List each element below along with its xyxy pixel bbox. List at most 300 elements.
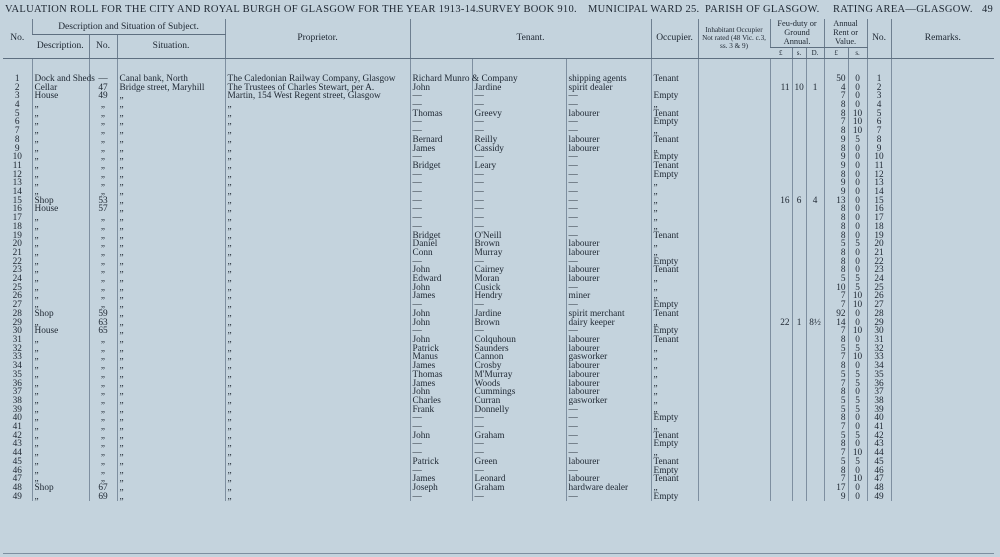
cell-inhabitant-occupier bbox=[698, 92, 770, 101]
cell-street-number: „ bbox=[89, 432, 117, 441]
cell-feu-pounds bbox=[770, 345, 792, 354]
cell-entry-number-right: 2 bbox=[867, 84, 891, 93]
cell-situation: „ bbox=[117, 484, 225, 493]
spacer-row bbox=[3, 58, 994, 67]
cell-feu-pounds bbox=[770, 179, 792, 188]
cell-tenant-first-name: — bbox=[410, 101, 472, 110]
cell-occupier: „ bbox=[651, 345, 698, 354]
cell-entry-number: 47 bbox=[12, 474, 22, 485]
cell-occupier: „ bbox=[651, 249, 698, 258]
cell-situation: „ bbox=[117, 475, 225, 484]
cell-tenant-occupation: gasworker bbox=[566, 353, 651, 362]
cell-feu-pounds bbox=[770, 440, 792, 449]
cell-feu-pence bbox=[806, 388, 824, 397]
cell-feu-pence: 8½ bbox=[806, 319, 824, 328]
cell-tenant-surname: Cairney bbox=[472, 266, 566, 275]
cell-entry-number: 46 bbox=[12, 465, 22, 476]
cell-annual-pounds: 8 bbox=[824, 171, 848, 180]
cell-occupier: „ bbox=[651, 484, 698, 493]
cell-street-number: „ bbox=[89, 414, 117, 423]
cell-tenant-occupation: spirit merchant bbox=[566, 310, 651, 319]
cell-annual-shillings: 0 bbox=[848, 467, 867, 476]
cell-tenant-occupation: — bbox=[566, 171, 651, 180]
cell-tenant-first-name: James bbox=[410, 292, 472, 301]
cell-annual-pounds: 5 bbox=[824, 275, 848, 284]
cell-feu-pence bbox=[806, 171, 824, 180]
cell-annual-shillings: 0 bbox=[848, 258, 867, 267]
cell-feu-pence bbox=[806, 440, 824, 449]
cell-description: „ bbox=[32, 232, 89, 241]
cell-tenant-surname: Graham bbox=[472, 484, 566, 493]
cell-entry-number: 6 bbox=[14, 117, 20, 128]
cell-entry-number: 32 bbox=[12, 343, 22, 354]
cell-tenant-first-name: Thomas bbox=[410, 110, 472, 119]
cell-street-number: 59 bbox=[89, 310, 117, 319]
cell-street-number: „ bbox=[89, 101, 117, 110]
cell-entry-number-right: 28 bbox=[867, 310, 891, 319]
cell-occupier: „ bbox=[651, 101, 698, 110]
cell-tenant-first-name: John bbox=[410, 310, 472, 319]
cell-feu-pounds bbox=[770, 205, 792, 214]
cell-tenant-first-name: — bbox=[410, 493, 472, 502]
cell-entry-number-right: 40 bbox=[867, 414, 891, 423]
cell-annual-shillings: 0 bbox=[848, 493, 867, 502]
cell-situation: „ bbox=[117, 127, 225, 136]
cell-tenant-surname: Cummings bbox=[472, 388, 566, 397]
cell-tenant-surname: — bbox=[472, 467, 566, 476]
cell-description: „ bbox=[32, 162, 89, 171]
cell-entry-number: 3 bbox=[14, 91, 20, 102]
valuation-table bbox=[3, 19, 994, 501]
cell-inhabitant-occupier bbox=[698, 493, 770, 502]
cell-street-number: „ bbox=[89, 467, 117, 476]
cell-proprietor: „ bbox=[225, 101, 410, 110]
cell-proprietor: „ bbox=[225, 467, 410, 476]
cell-proprietor: „ bbox=[225, 484, 410, 493]
cell-inhabitant-occupier bbox=[698, 258, 770, 267]
cell-remarks bbox=[891, 118, 994, 127]
cell-occupier: „ bbox=[651, 145, 698, 154]
cell-description: „ bbox=[32, 475, 89, 484]
cell-annual-shillings: 0 bbox=[848, 336, 867, 345]
cell-entry-number-right: 36 bbox=[867, 380, 891, 389]
cell-proprietor: „ bbox=[225, 171, 410, 180]
cell-inhabitant-occupier bbox=[698, 162, 770, 171]
cell-inhabitant-occupier bbox=[698, 84, 770, 93]
cell-tenant-first-name: — bbox=[410, 414, 472, 423]
cell-feu-pounds bbox=[770, 380, 792, 389]
cell-situation: „ bbox=[117, 275, 225, 284]
cell-annual-shillings: 5 bbox=[848, 284, 867, 293]
cell-annual-pounds: 8 bbox=[824, 266, 848, 275]
cell-occupier: Tenant bbox=[651, 162, 698, 171]
col-header-feu-shillings: s. bbox=[792, 47, 806, 58]
cell-occupier: „ bbox=[651, 406, 698, 415]
cell-description: „ bbox=[32, 371, 89, 380]
cell-feu-pounds bbox=[770, 118, 792, 127]
cell-tenant-occupation: labourer bbox=[566, 380, 651, 389]
cell-inhabitant-occupier bbox=[698, 179, 770, 188]
cell-annual-pounds: 8 bbox=[824, 101, 848, 110]
page-number: 49 bbox=[982, 4, 994, 15]
cell-tenant-occupation: — bbox=[566, 423, 651, 432]
cell-tenant-occupation: labourer bbox=[566, 475, 651, 484]
cell-annual-pounds: 7 bbox=[824, 353, 848, 362]
cell-entry-number: 45 bbox=[12, 456, 22, 467]
cell-feu-shillings bbox=[792, 110, 806, 119]
cell-annual-shillings: 0 bbox=[848, 205, 867, 214]
cell-description: Dock and Sheds bbox=[32, 67, 89, 84]
cell-inhabitant-occupier bbox=[698, 171, 770, 180]
cell-inhabitant-occupier bbox=[698, 67, 770, 84]
cell-proprietor: „ bbox=[225, 362, 410, 371]
cell-annual-pounds: 8 bbox=[824, 249, 848, 258]
cell-feu-pence bbox=[806, 301, 824, 310]
cell-tenant-surname: — bbox=[472, 171, 566, 180]
cell-entry-number-right: 15 bbox=[867, 197, 891, 206]
cell-feu-pence: 1 bbox=[806, 84, 824, 93]
cell-tenant-surname: — bbox=[472, 493, 566, 502]
cell-annual-shillings: 5 bbox=[848, 371, 867, 380]
cell-tenant-occupation: — bbox=[566, 205, 651, 214]
cell-proprietor: „ bbox=[225, 449, 410, 458]
cell-entry-number-right: 37 bbox=[867, 388, 891, 397]
cell-inhabitant-occupier bbox=[698, 327, 770, 336]
cell-tenant-first-name: — bbox=[410, 301, 472, 310]
cell-proprietor: „ bbox=[225, 397, 410, 406]
cell-situation: „ bbox=[117, 319, 225, 328]
cell-tenant-first-name: — bbox=[410, 423, 472, 432]
cell-tenant-surname: — bbox=[472, 223, 566, 232]
cell-annual-shillings: 5 bbox=[848, 380, 867, 389]
cell-entry-number: 19 bbox=[12, 230, 22, 241]
cell-entry-number: 11 bbox=[12, 160, 22, 171]
cell-tenant-surname: Hendry bbox=[472, 292, 566, 301]
cell-occupier: Tenant bbox=[651, 475, 698, 484]
cell-annual-pounds: 5 bbox=[824, 345, 848, 354]
cell-proprietor: „ bbox=[225, 327, 410, 336]
cell-inhabitant-occupier bbox=[698, 205, 770, 214]
cell-proprietor: „ bbox=[225, 275, 410, 284]
cell-feu-pence bbox=[806, 336, 824, 345]
cell-feu-shillings bbox=[792, 266, 806, 275]
cell-occupier: „ bbox=[651, 319, 698, 328]
cell-remarks bbox=[891, 240, 994, 249]
cell-tenant-first-name: Daniel bbox=[410, 240, 472, 249]
cell-tenant-first-name: Manus bbox=[410, 353, 472, 362]
cell-description: Cellar bbox=[32, 84, 89, 93]
cell-remarks bbox=[891, 319, 994, 328]
cell-situation: „ bbox=[117, 145, 225, 154]
cell-tenant-surname: Cusick bbox=[472, 284, 566, 293]
cell-situation: „ bbox=[117, 232, 225, 241]
cell-inhabitant-occupier bbox=[698, 284, 770, 293]
cell-tenant-first-name: — bbox=[410, 127, 472, 136]
cell-annual-shillings: 0 bbox=[848, 484, 867, 493]
cell-annual-pounds: 7 bbox=[824, 92, 848, 101]
cell-description: „ bbox=[32, 397, 89, 406]
cell-tenant-surname: Leonard bbox=[472, 475, 566, 484]
cell-entry-number-right: 13 bbox=[867, 179, 891, 188]
cell-proprietor: „ bbox=[225, 249, 410, 258]
cell-annual-shillings: 10 bbox=[848, 292, 867, 301]
cell-entry-number-right: 39 bbox=[867, 406, 891, 415]
cell-proprietor: „ bbox=[225, 406, 410, 415]
cell-feu-shillings bbox=[792, 292, 806, 301]
cell-tenant-surname: — bbox=[472, 301, 566, 310]
cell-situation: „ bbox=[117, 162, 225, 171]
cell-feu-shillings bbox=[792, 362, 806, 371]
cell-inhabitant-occupier bbox=[698, 336, 770, 345]
cell-entry-number: 39 bbox=[12, 404, 22, 415]
cell-proprietor: „ bbox=[225, 110, 410, 119]
cell-annual-pounds: 92 bbox=[824, 310, 848, 319]
cell-occupier: „ bbox=[651, 449, 698, 458]
cell-remarks bbox=[891, 275, 994, 284]
cell-feu-pounds bbox=[770, 110, 792, 119]
cell-entry-number: 10 bbox=[12, 152, 22, 163]
cell-tenant-first-name: — bbox=[410, 467, 472, 476]
cell-feu-pounds bbox=[770, 214, 792, 223]
cell-annual-shillings: 0 bbox=[848, 214, 867, 223]
cell-occupier: Empty bbox=[651, 301, 698, 310]
cell-annual-shillings: 5 bbox=[848, 275, 867, 284]
cell-feu-shillings bbox=[792, 275, 806, 284]
cell-description: „ bbox=[32, 388, 89, 397]
cell-annual-pounds: 50 bbox=[824, 67, 848, 84]
survey-book: SURVEY BOOK 910. bbox=[478, 4, 577, 15]
col-header-no: No. bbox=[3, 19, 32, 58]
cell-description: „ bbox=[32, 136, 89, 145]
cell-annual-pounds: 8 bbox=[824, 440, 848, 449]
cell-entry-number: 38 bbox=[12, 395, 22, 406]
cell-situation: „ bbox=[117, 171, 225, 180]
cell-tenant-occupation: — bbox=[566, 406, 651, 415]
cell-feu-pounds bbox=[770, 432, 792, 441]
cell-remarks bbox=[891, 153, 994, 162]
cell-tenant-first-name: Patrick bbox=[410, 345, 472, 354]
cell-feu-pence bbox=[806, 467, 824, 476]
cell-occupier: „ bbox=[651, 380, 698, 389]
cell-feu-pence bbox=[806, 397, 824, 406]
cell-annual-shillings: 0 bbox=[848, 388, 867, 397]
cell-annual-shillings: 10 bbox=[848, 118, 867, 127]
cell-annual-shillings: 10 bbox=[848, 449, 867, 458]
cell-annual-pounds: 7 bbox=[824, 301, 848, 310]
cell-annual-shillings: 0 bbox=[848, 423, 867, 432]
cell-remarks bbox=[891, 388, 994, 397]
cell-description: „ bbox=[32, 423, 89, 432]
cell-feu-shillings: 10 bbox=[792, 84, 806, 93]
cell-description: „ bbox=[32, 127, 89, 136]
cell-remarks bbox=[891, 432, 994, 441]
cell-feu-pence bbox=[806, 362, 824, 371]
cell-tenant-surname: Brown bbox=[472, 319, 566, 328]
cell-inhabitant-occupier bbox=[698, 458, 770, 467]
cell-feu-shillings bbox=[792, 336, 806, 345]
cell-remarks bbox=[891, 327, 994, 336]
cell-entry-number: 13 bbox=[12, 178, 22, 189]
cell-feu-shillings bbox=[792, 423, 806, 432]
cell-feu-pounds bbox=[770, 284, 792, 293]
cell-situation: „ bbox=[117, 249, 225, 258]
cell-proprietor: „ bbox=[225, 353, 410, 362]
cell-annual-shillings: 0 bbox=[848, 319, 867, 328]
cell-inhabitant-occupier bbox=[698, 414, 770, 423]
cell-proprietor: „ bbox=[225, 493, 410, 502]
cell-street-number: „ bbox=[89, 458, 117, 467]
cell-description: House bbox=[32, 92, 89, 101]
col-header-annual-shillings: s. bbox=[848, 47, 867, 58]
cell-feu-pounds: 16 bbox=[770, 197, 792, 206]
cell-street-number: 67 bbox=[89, 484, 117, 493]
cell-occupier: Empty bbox=[651, 118, 698, 127]
cell-remarks bbox=[891, 249, 994, 258]
cell-annual-shillings: 10 bbox=[848, 110, 867, 119]
col-header-annual-pounds: £ bbox=[824, 47, 848, 58]
cell-street-number: 53 bbox=[89, 197, 117, 206]
cell-tenant-first-name: John bbox=[410, 284, 472, 293]
cell-proprietor: „ bbox=[225, 292, 410, 301]
cell-street-number: — bbox=[89, 67, 117, 84]
cell-feu-pounds bbox=[770, 336, 792, 345]
col-header-inhabitant-occupier: Inhabitant Occupier Not rated (48 Vic. c.3, ss. 3 & 9) bbox=[698, 19, 770, 58]
cell-tenant-surname: Greevy bbox=[472, 110, 566, 119]
cell-description: Shop bbox=[32, 310, 89, 319]
cell-entry-number: 12 bbox=[12, 169, 22, 180]
cell-street-number: „ bbox=[89, 388, 117, 397]
cell-inhabitant-occupier bbox=[698, 397, 770, 406]
cell-feu-pence bbox=[806, 327, 824, 336]
cell-annual-pounds: 8 bbox=[824, 110, 848, 119]
cell-tenant-occupation: labourer bbox=[566, 345, 651, 354]
cell-annual-shillings: 0 bbox=[848, 171, 867, 180]
cell-feu-shillings bbox=[792, 493, 806, 502]
cell-description: „ bbox=[32, 440, 89, 449]
cell-feu-shillings bbox=[792, 440, 806, 449]
cell-tenant-occupation: labourer bbox=[566, 371, 651, 380]
cell-entry-number-right: 8 bbox=[867, 136, 891, 145]
cell-occupier: Tenant bbox=[651, 266, 698, 275]
cell-situation: „ bbox=[117, 92, 225, 101]
cell-tenant-surname: Colquhoun bbox=[472, 336, 566, 345]
cell-street-number: „ bbox=[89, 127, 117, 136]
cell-annual-pounds: 7 bbox=[824, 327, 848, 336]
cell-feu-pence bbox=[806, 145, 824, 154]
cell-remarks bbox=[891, 258, 994, 267]
cell-tenant-surname: O'Neill bbox=[472, 232, 566, 241]
cell-feu-pence bbox=[806, 423, 824, 432]
cell-remarks bbox=[891, 67, 994, 84]
cell-occupier: „ bbox=[651, 127, 698, 136]
cell-annual-pounds: 5 bbox=[824, 406, 848, 415]
cell-entry-number: 17 bbox=[12, 213, 22, 224]
cell-feu-pence bbox=[806, 484, 824, 493]
cell-tenant-first-name: — bbox=[410, 118, 472, 127]
cell-feu-pence bbox=[806, 101, 824, 110]
cell-remarks bbox=[891, 458, 994, 467]
cell-tenant-first-name: — bbox=[410, 214, 472, 223]
cell-entry-number-right: 9 bbox=[867, 145, 891, 154]
cell-entry-number-right: 31 bbox=[867, 336, 891, 345]
cell-tenant-surname: Reilly bbox=[472, 136, 566, 145]
cell-remarks bbox=[891, 162, 994, 171]
cell-feu-pounds: 22 bbox=[770, 319, 792, 328]
cell-proprietor: „ bbox=[225, 284, 410, 293]
cell-remarks bbox=[891, 197, 994, 206]
cell-tenant-occupation: gasworker bbox=[566, 397, 651, 406]
cell-entry-number-right: 1 bbox=[867, 67, 891, 84]
cell-annual-pounds: 8 bbox=[824, 205, 848, 214]
cell-occupier: Tenant bbox=[651, 67, 698, 84]
cell-inhabitant-occupier bbox=[698, 301, 770, 310]
cell-annual-shillings: 10 bbox=[848, 301, 867, 310]
cell-tenant-first-name: Bridget bbox=[410, 162, 472, 171]
cell-inhabitant-occupier bbox=[698, 440, 770, 449]
cell-feu-pence bbox=[806, 380, 824, 389]
cell-feu-pence bbox=[806, 493, 824, 502]
cell-tenant-occupation: — bbox=[566, 432, 651, 441]
cell-inhabitant-occupier bbox=[698, 319, 770, 328]
cell-tenant-surname: Murray bbox=[472, 249, 566, 258]
cell-situation: „ bbox=[117, 188, 225, 197]
cell-tenant-surname: — bbox=[472, 205, 566, 214]
cell-proprietor: „ bbox=[225, 301, 410, 310]
cell-inhabitant-occupier bbox=[698, 240, 770, 249]
cell-feu-shillings bbox=[792, 171, 806, 180]
cell-feu-shillings bbox=[792, 458, 806, 467]
cell-street-number: „ bbox=[89, 275, 117, 284]
cell-annual-shillings: 0 bbox=[848, 153, 867, 162]
cell-feu-pounds bbox=[770, 223, 792, 232]
cell-annual-pounds: 7 bbox=[824, 118, 848, 127]
cell-annual-shillings: 0 bbox=[848, 67, 867, 84]
cell-tenant-surname: — bbox=[472, 258, 566, 267]
cell-feu-pence bbox=[806, 414, 824, 423]
cell-annual-pounds: 5 bbox=[824, 458, 848, 467]
cell-feu-pounds bbox=[770, 101, 792, 110]
cell-remarks bbox=[891, 336, 994, 345]
cell-tenant-surname: — bbox=[472, 214, 566, 223]
cell-entry-number-right: 16 bbox=[867, 205, 891, 214]
cell-inhabitant-occupier bbox=[698, 127, 770, 136]
cell-situation: „ bbox=[117, 197, 225, 206]
cell-annual-shillings: 10 bbox=[848, 327, 867, 336]
cell-street-number: „ bbox=[89, 475, 117, 484]
cell-entry-number: 15 bbox=[12, 195, 22, 206]
cell-remarks bbox=[891, 449, 994, 458]
cell-remarks bbox=[891, 467, 994, 476]
cell-entry-number: 26 bbox=[12, 291, 22, 302]
cell-tenant-first-name: Charles bbox=[410, 397, 472, 406]
cell-remarks bbox=[891, 475, 994, 484]
cell-tenant-occupation: — bbox=[566, 92, 651, 101]
cell-entry-number-right: 7 bbox=[867, 127, 891, 136]
cell-street-number: 63 bbox=[89, 319, 117, 328]
cell-entry-number-right: 27 bbox=[867, 301, 891, 310]
cell-entry-number: 14 bbox=[12, 187, 22, 198]
cell-feu-pounds bbox=[770, 414, 792, 423]
cell-annual-pounds: 4 bbox=[824, 84, 848, 93]
cell-proprietor: „ bbox=[225, 145, 410, 154]
cell-annual-shillings: 5 bbox=[848, 345, 867, 354]
cell-description: „ bbox=[32, 406, 89, 415]
cell-tenant-occupation: — bbox=[566, 118, 651, 127]
cell-description: „ bbox=[32, 118, 89, 127]
cell-proprietor: „ bbox=[225, 258, 410, 267]
cell-street-number: „ bbox=[89, 423, 117, 432]
col-header-description-group: Description and Situation of Subject. bbox=[32, 19, 225, 35]
